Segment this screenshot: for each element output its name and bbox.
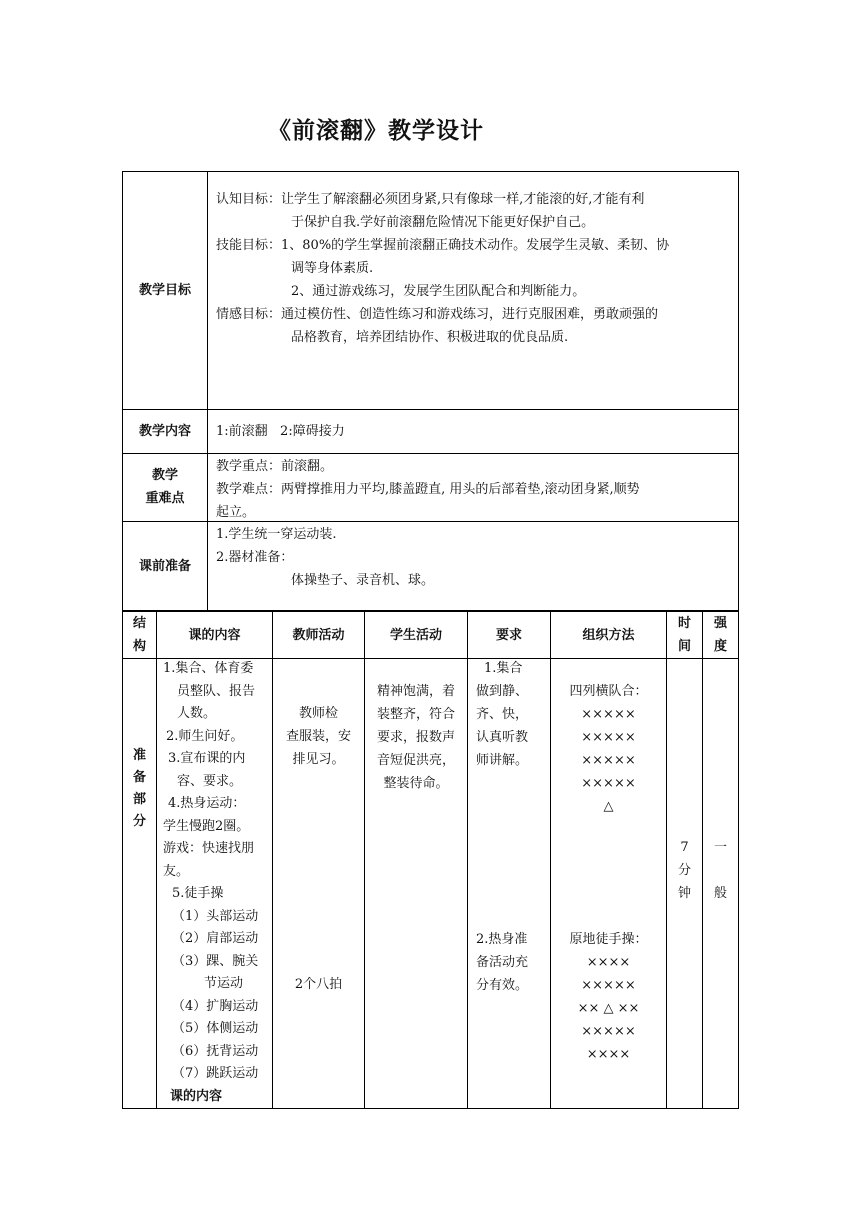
skill-text-2: 2、通过游戏练习，发展学生团队配合和判断能力。	[291, 284, 586, 299]
requirement-line: 分有效。	[476, 978, 529, 993]
section-name	[123, 745, 156, 833]
content-line: 友。	[163, 863, 190, 879]
affective-text: 通过模仿性、创造性练习和游戏练习，进行克服困难，勇敢顽强的	[281, 307, 659, 322]
content-line: 游戏：快速找朋	[163, 841, 255, 856]
content-line: 节运动	[204, 976, 244, 991]
time-char: 钟	[677, 886, 691, 901]
content-line: 3.宣布课的内	[168, 751, 246, 766]
prep-line-3: 体操垫子、录音机、球。	[291, 573, 435, 588]
formation-row: ×××××	[581, 776, 636, 791]
time-char: 7	[680, 840, 689, 855]
formation-row: ×× △ ××	[577, 1001, 640, 1016]
header-structure-l1: 结	[132, 616, 146, 631]
organization-formation-2	[551, 928, 666, 1066]
formation-teacher-marker: △	[603, 799, 614, 814]
formation-row: ×××××	[581, 753, 636, 768]
teacher-line: 排见习。	[292, 752, 345, 767]
content-line: （1）头部运动	[172, 908, 259, 924]
requirement-line: 做到静、	[476, 684, 529, 699]
header-organization: 组织方法	[582, 627, 635, 643]
key-point-text: 教学重点：前滚翻。	[216, 459, 334, 474]
content-label: 教学内容	[138, 424, 191, 439]
prep-line-1: 1.学生统一穿运动装.	[216, 527, 337, 542]
teacher-line: 教师检	[298, 706, 338, 721]
difficult-point-text: 教学难点：两臂撑推用力平均,膝盖蹬直, 用头的后部着垫,滚动团身紧,顺势	[216, 482, 640, 497]
formation-row: ×××××	[581, 730, 636, 745]
content-text: 1:前滚翻 2:障碍接力	[216, 424, 345, 439]
intensity-value	[703, 836, 738, 906]
prep-block	[216, 523, 736, 592]
header-intensity-l1: 强	[713, 616, 727, 631]
content-line: （6）抚背运动	[172, 1043, 259, 1059]
content-line: 学生慢跑2圈。	[163, 818, 250, 834]
header-requirement: 要求	[495, 627, 522, 643]
page-title: 《前滚翻》教学设计	[268, 118, 484, 144]
student-line: 音短促洪亮，	[376, 753, 455, 768]
key-points-label	[123, 464, 207, 510]
requirement-line: 齐、快，	[476, 707, 529, 722]
teacher-activity	[273, 702, 364, 771]
student-line: 要求，报数声	[376, 730, 455, 745]
formation-row: ×××××	[581, 1024, 636, 1039]
requirement-line: 1.集合	[484, 661, 523, 676]
content-line: （4）扩胸运动	[172, 998, 259, 1014]
cognitive-text-cont: 于保护自我.学好前滚翻危险情况下能更好保护自己。	[291, 215, 595, 230]
skill-text: 1、80%的学生掌握前滚翻正确技术动作。发展学生灵敏、柔韧、协	[281, 238, 670, 253]
content-line: 2.师生问好。	[166, 728, 244, 744]
objectives-label: 教学目标	[138, 283, 191, 298]
header-time	[667, 612, 702, 658]
key-points-label-l1: 教学	[151, 468, 178, 483]
teacher-beats: 2个八拍	[294, 977, 343, 992]
student-activity	[365, 680, 467, 795]
student-line: 精神饱满，着	[376, 684, 455, 699]
content-footer: 课的内容	[170, 1088, 223, 1104]
content-line: （2）肩部运动	[172, 931, 259, 946]
intensity-char: 般	[713, 886, 727, 901]
header-time-l1: 时	[677, 616, 691, 631]
section-name-char: 部	[132, 792, 146, 807]
requirement-1	[476, 657, 550, 772]
formation-row: ××××	[586, 1047, 631, 1062]
content-line: （7）跳跃运动	[172, 1066, 259, 1081]
content-line: 1.集合、体育委	[163, 661, 254, 676]
lesson-content	[160, 658, 272, 1108]
skill-prefix: 技能目标：	[216, 238, 282, 253]
student-line: 整装待命。	[383, 776, 449, 791]
header-structure-l2: 构	[132, 639, 146, 654]
key-points-label-l2: 重难点	[145, 491, 185, 506]
objectives-block	[216, 188, 736, 349]
requirement-2	[476, 928, 550, 997]
header-time-l2: 间	[677, 639, 691, 654]
header-intensity-l2: 度	[713, 639, 727, 654]
header-content: 课的内容	[188, 627, 241, 643]
formation-title: 四列横队合：	[569, 684, 648, 699]
header-student: 学生活动	[389, 627, 442, 643]
section-name-char: 准	[132, 748, 146, 763]
content-line: （5）体侧运动	[172, 1021, 259, 1036]
requirement-line: 师讲解。	[476, 753, 529, 768]
content-line: 4.热身运动：	[168, 796, 246, 811]
header-intensity	[703, 612, 738, 658]
student-line: 装整齐，符合	[376, 707, 455, 722]
time-char: 分	[677, 863, 691, 878]
section-name-char: 分	[132, 814, 146, 829]
skill-text-cont: 调等身体素质.	[291, 261, 374, 276]
formation-row: ×××××	[581, 978, 636, 993]
content-line: 5.徒手操	[172, 886, 224, 901]
cognitive-prefix: 认知目标：	[216, 192, 282, 207]
header-teacher: 教师活动	[292, 627, 345, 643]
affective-prefix: 情感目标：	[216, 307, 282, 322]
section-name-char: 备	[132, 770, 146, 785]
formation-row: ××××	[586, 955, 631, 970]
requirement-line: 认真听教	[476, 730, 529, 745]
cognitive-text: 让学生了解滚翻必须团身紧,只有像球一样,才能滚的好,才能有利	[281, 192, 645, 207]
teacher-line: 查服装，安	[285, 729, 351, 744]
content-line: 容、要求。	[177, 773, 243, 789]
formation-row: ×××××	[581, 707, 636, 722]
prep-label: 课前准备	[138, 558, 191, 574]
time-value	[667, 836, 702, 905]
requirement-line: 2.热身准	[476, 932, 528, 947]
content-line: 人数。	[177, 706, 217, 721]
key-points-block	[216, 455, 736, 524]
content-line: 员整队、报告	[177, 683, 256, 699]
formation-title: 原地徒手操：	[569, 932, 648, 947]
intensity-char: 一	[713, 840, 727, 855]
header-structure	[123, 612, 156, 658]
difficult-point-text-cont: 起立。	[216, 505, 256, 520]
organization-formation-1	[551, 680, 666, 818]
prep-line-2: 2.器材准备：	[216, 550, 294, 565]
content-line: （3）踝、腕关	[172, 953, 259, 969]
affective-text-cont: 品格教育，培养团结协作、积极进取的优良品质.	[291, 330, 569, 345]
requirement-line: 备活动充	[476, 955, 529, 970]
